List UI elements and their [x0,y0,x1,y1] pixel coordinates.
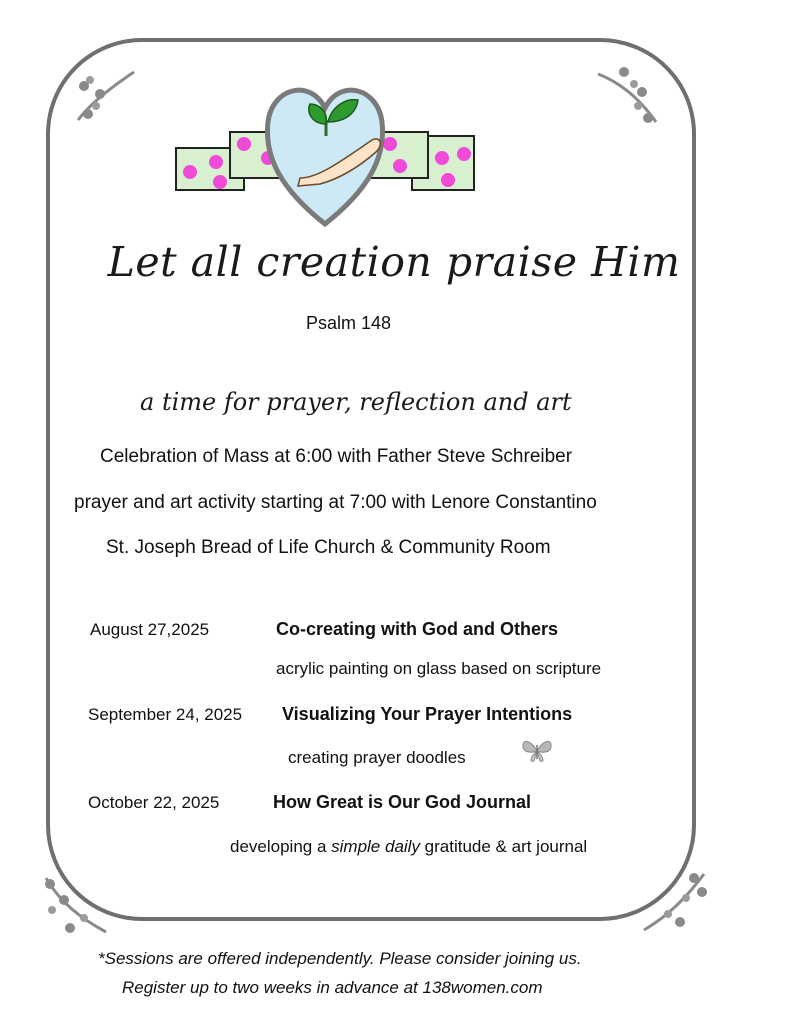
scripture-reference: Psalm 148 [306,313,392,333]
session-title: How Great is Our God Journal [273,792,532,812]
session-description: acrylic painting on glass based on scripture [276,659,602,678]
session-date: August 27,2025 [90,620,210,639]
flower-sprig-icon [640,868,710,938]
flower-sprig-icon [40,872,110,940]
flower-sprig-icon [594,66,664,128]
location-info: St. Joseph Bread of Life Church & Community Room [106,537,551,558]
butterfly-icon [520,737,554,765]
page-title: Let all creation praise Him [107,238,681,286]
activity-info: prayer and art activity starting at 7:00 with Lenore Constantino [74,492,597,513]
session-description: creating prayer doodles [288,748,466,767]
session-description: developing a simple daily gratitude & art journal [230,837,588,856]
heart-ribbon-logo-icon [172,66,478,232]
session-date: October 22, 2025 [88,793,220,812]
session-title: Visualizing Your Prayer Intentions [282,704,573,724]
subtitle: a time for prayer, reflection and art [140,388,572,416]
mass-info: Celebration of Mass at 6:00 with Father Steve Schreiber [100,446,573,467]
footer-note: *Sessions are offered independently. Please consider joining us. [98,949,582,968]
registration-note: Register up to two weeks in advance at 138women.com [122,978,543,997]
session-date: September 24, 2025 [88,705,243,724]
flower-sprig-icon [70,64,140,126]
session-title: Co-creating with God and Others [276,619,559,639]
